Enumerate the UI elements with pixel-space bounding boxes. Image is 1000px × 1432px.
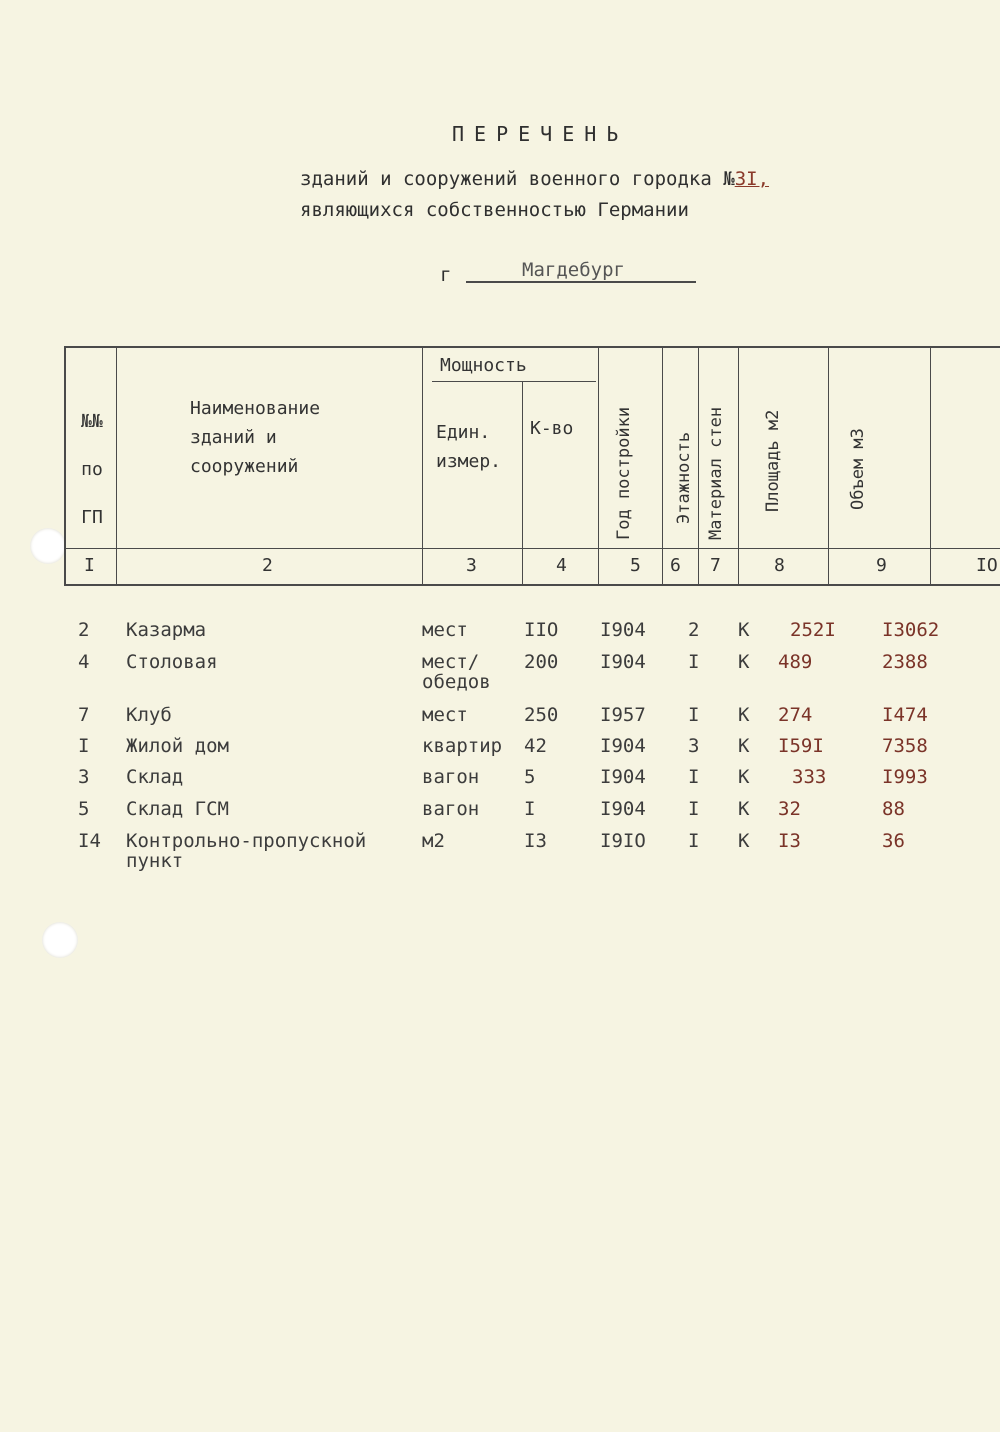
cell-volume: 2388 (882, 651, 928, 673)
vline-2 (422, 346, 423, 586)
cell-name: Столовая (126, 651, 218, 673)
cell-wall: К (738, 735, 750, 757)
cell-wall: К (738, 798, 750, 820)
cell-gp: 2 (78, 619, 90, 641)
header-floors: Этажность (674, 431, 694, 524)
cell-unit: вагон (422, 766, 480, 788)
table-row (0, 799, 1000, 831)
cell-wall: К (738, 766, 750, 788)
header-year-built: Год постройки (614, 406, 634, 540)
header-bottom-border (64, 548, 1000, 549)
cell-floors: I (688, 766, 700, 788)
cell-volume: 36 (882, 830, 905, 852)
column-number-9: 9 (876, 555, 887, 576)
cell-name: Склад (126, 766, 184, 788)
header-unit: Един. измер. (436, 422, 502, 472)
table-row (0, 705, 1000, 737)
cell-year: I904 (600, 735, 646, 757)
cell-qty: 200 (524, 651, 559, 673)
subtitle-text: зданий и сооружений военного городка № (300, 168, 735, 190)
cell-area: 489 (778, 651, 813, 673)
vline-8 (828, 346, 829, 586)
cell-gp: 3 (78, 766, 90, 788)
cell-area: 333 (792, 766, 827, 788)
cell-volume: 88 (882, 798, 905, 820)
cell-unit: квартир (422, 735, 503, 757)
vline-0 (64, 346, 66, 586)
column-number-7: 7 (710, 555, 721, 576)
column-number-10: IO (976, 555, 998, 576)
cell-gp: I4 (78, 830, 101, 852)
cell-wall: К (738, 830, 750, 852)
cell-volume: I474 (882, 704, 928, 726)
cell-name: Контрольно-пропускной пункт (126, 830, 367, 872)
cell-qty: I (524, 798, 536, 820)
column-number-6: 6 (670, 555, 681, 576)
header-volume: Объем м3 (848, 428, 868, 510)
column-number-2: 2 (262, 555, 273, 576)
table-top-border (64, 346, 1000, 348)
cell-wall: К (738, 619, 750, 641)
cell-year: I9IO (600, 830, 646, 852)
cell-year: I904 (600, 766, 646, 788)
cell-year: I904 (600, 798, 646, 820)
cell-area: 252I (790, 619, 836, 641)
vline-6 (698, 346, 699, 586)
punch-hole-lower (42, 922, 78, 958)
document-title: ПЕРЕЧЕНЬ (452, 122, 629, 146)
table-number-row-bottom-border (64, 584, 1000, 586)
cell-qty: 250 (524, 704, 559, 726)
vline-3 (522, 382, 523, 586)
cell-year: I904 (600, 651, 646, 673)
city-name: Магдебург (522, 259, 625, 281)
cell-unit: мест (422, 619, 468, 641)
cell-floors: 2 (688, 619, 700, 641)
column-number-5: 5 (630, 555, 641, 576)
cell-unit: м2 (422, 830, 445, 852)
cell-unit: мест (422, 704, 468, 726)
cell-gp: I (78, 735, 90, 757)
column-number-3: 3 (466, 555, 477, 576)
cell-qty: 42 (524, 735, 547, 757)
capacity-divider (432, 381, 596, 382)
cell-floors: I (688, 651, 700, 673)
cell-year: I904 (600, 619, 646, 641)
table-row (0, 652, 1000, 702)
city-underline (466, 281, 696, 283)
table-row (0, 831, 1000, 881)
cell-year: I957 (600, 704, 646, 726)
cell-floors: I (688, 704, 700, 726)
header-area: Площадь м2 (763, 409, 783, 512)
vline-5 (662, 346, 663, 586)
cell-unit: мест/ обедов (422, 651, 491, 693)
cell-floors: I (688, 798, 700, 820)
column-number-4: 4 (556, 555, 567, 576)
cell-name: Склад ГСМ (126, 798, 229, 820)
cell-floors: I (688, 830, 700, 852)
cell-name: Казарма (126, 619, 207, 641)
cell-qty: I3 (524, 830, 547, 852)
punch-hole-upper (30, 528, 66, 564)
subtitle-line-1 (300, 168, 769, 190)
column-number-8: 8 (774, 555, 785, 576)
town-number: 3I, (734, 168, 770, 190)
cell-area: I3 (778, 830, 801, 852)
cell-area: 32 (778, 798, 801, 820)
header-gp-number: №№ по ГП (81, 411, 103, 528)
vline-1 (116, 346, 117, 586)
cell-wall: К (738, 704, 750, 726)
column-number-1: I (84, 555, 95, 576)
header-quantity: К-во (530, 418, 574, 439)
vline-9 (930, 346, 931, 586)
cell-volume: 7358 (882, 735, 928, 757)
cell-gp: 5 (78, 798, 90, 820)
table-row (0, 736, 1000, 768)
cell-volume: I993 (882, 766, 928, 788)
cell-gp: 7 (78, 704, 90, 726)
cell-name: Клуб (126, 704, 172, 726)
cell-area: 274 (778, 704, 813, 726)
city-prefix: г (440, 264, 452, 286)
subtitle-line-2: являющихся собственностью Германии (300, 199, 689, 221)
cell-area: I59I (778, 735, 824, 757)
cell-floors: 3 (688, 735, 700, 757)
cell-name: Жилой дом (126, 735, 229, 757)
cell-volume: I3062 (882, 619, 940, 641)
cell-qty: IIO (524, 619, 559, 641)
vline-4 (598, 346, 599, 586)
vline-7 (738, 346, 739, 586)
header-wall-material: Материал стен (706, 406, 726, 540)
cell-qty: 5 (524, 766, 536, 788)
table-row (0, 767, 1000, 799)
header-capacity: Мощность (440, 355, 527, 376)
cell-unit: вагон (422, 798, 480, 820)
cell-wall: К (738, 651, 750, 673)
header-building-name: Наименование зданий и сооружений (190, 398, 321, 477)
table-row (0, 620, 1000, 652)
cell-gp: 4 (78, 651, 90, 673)
